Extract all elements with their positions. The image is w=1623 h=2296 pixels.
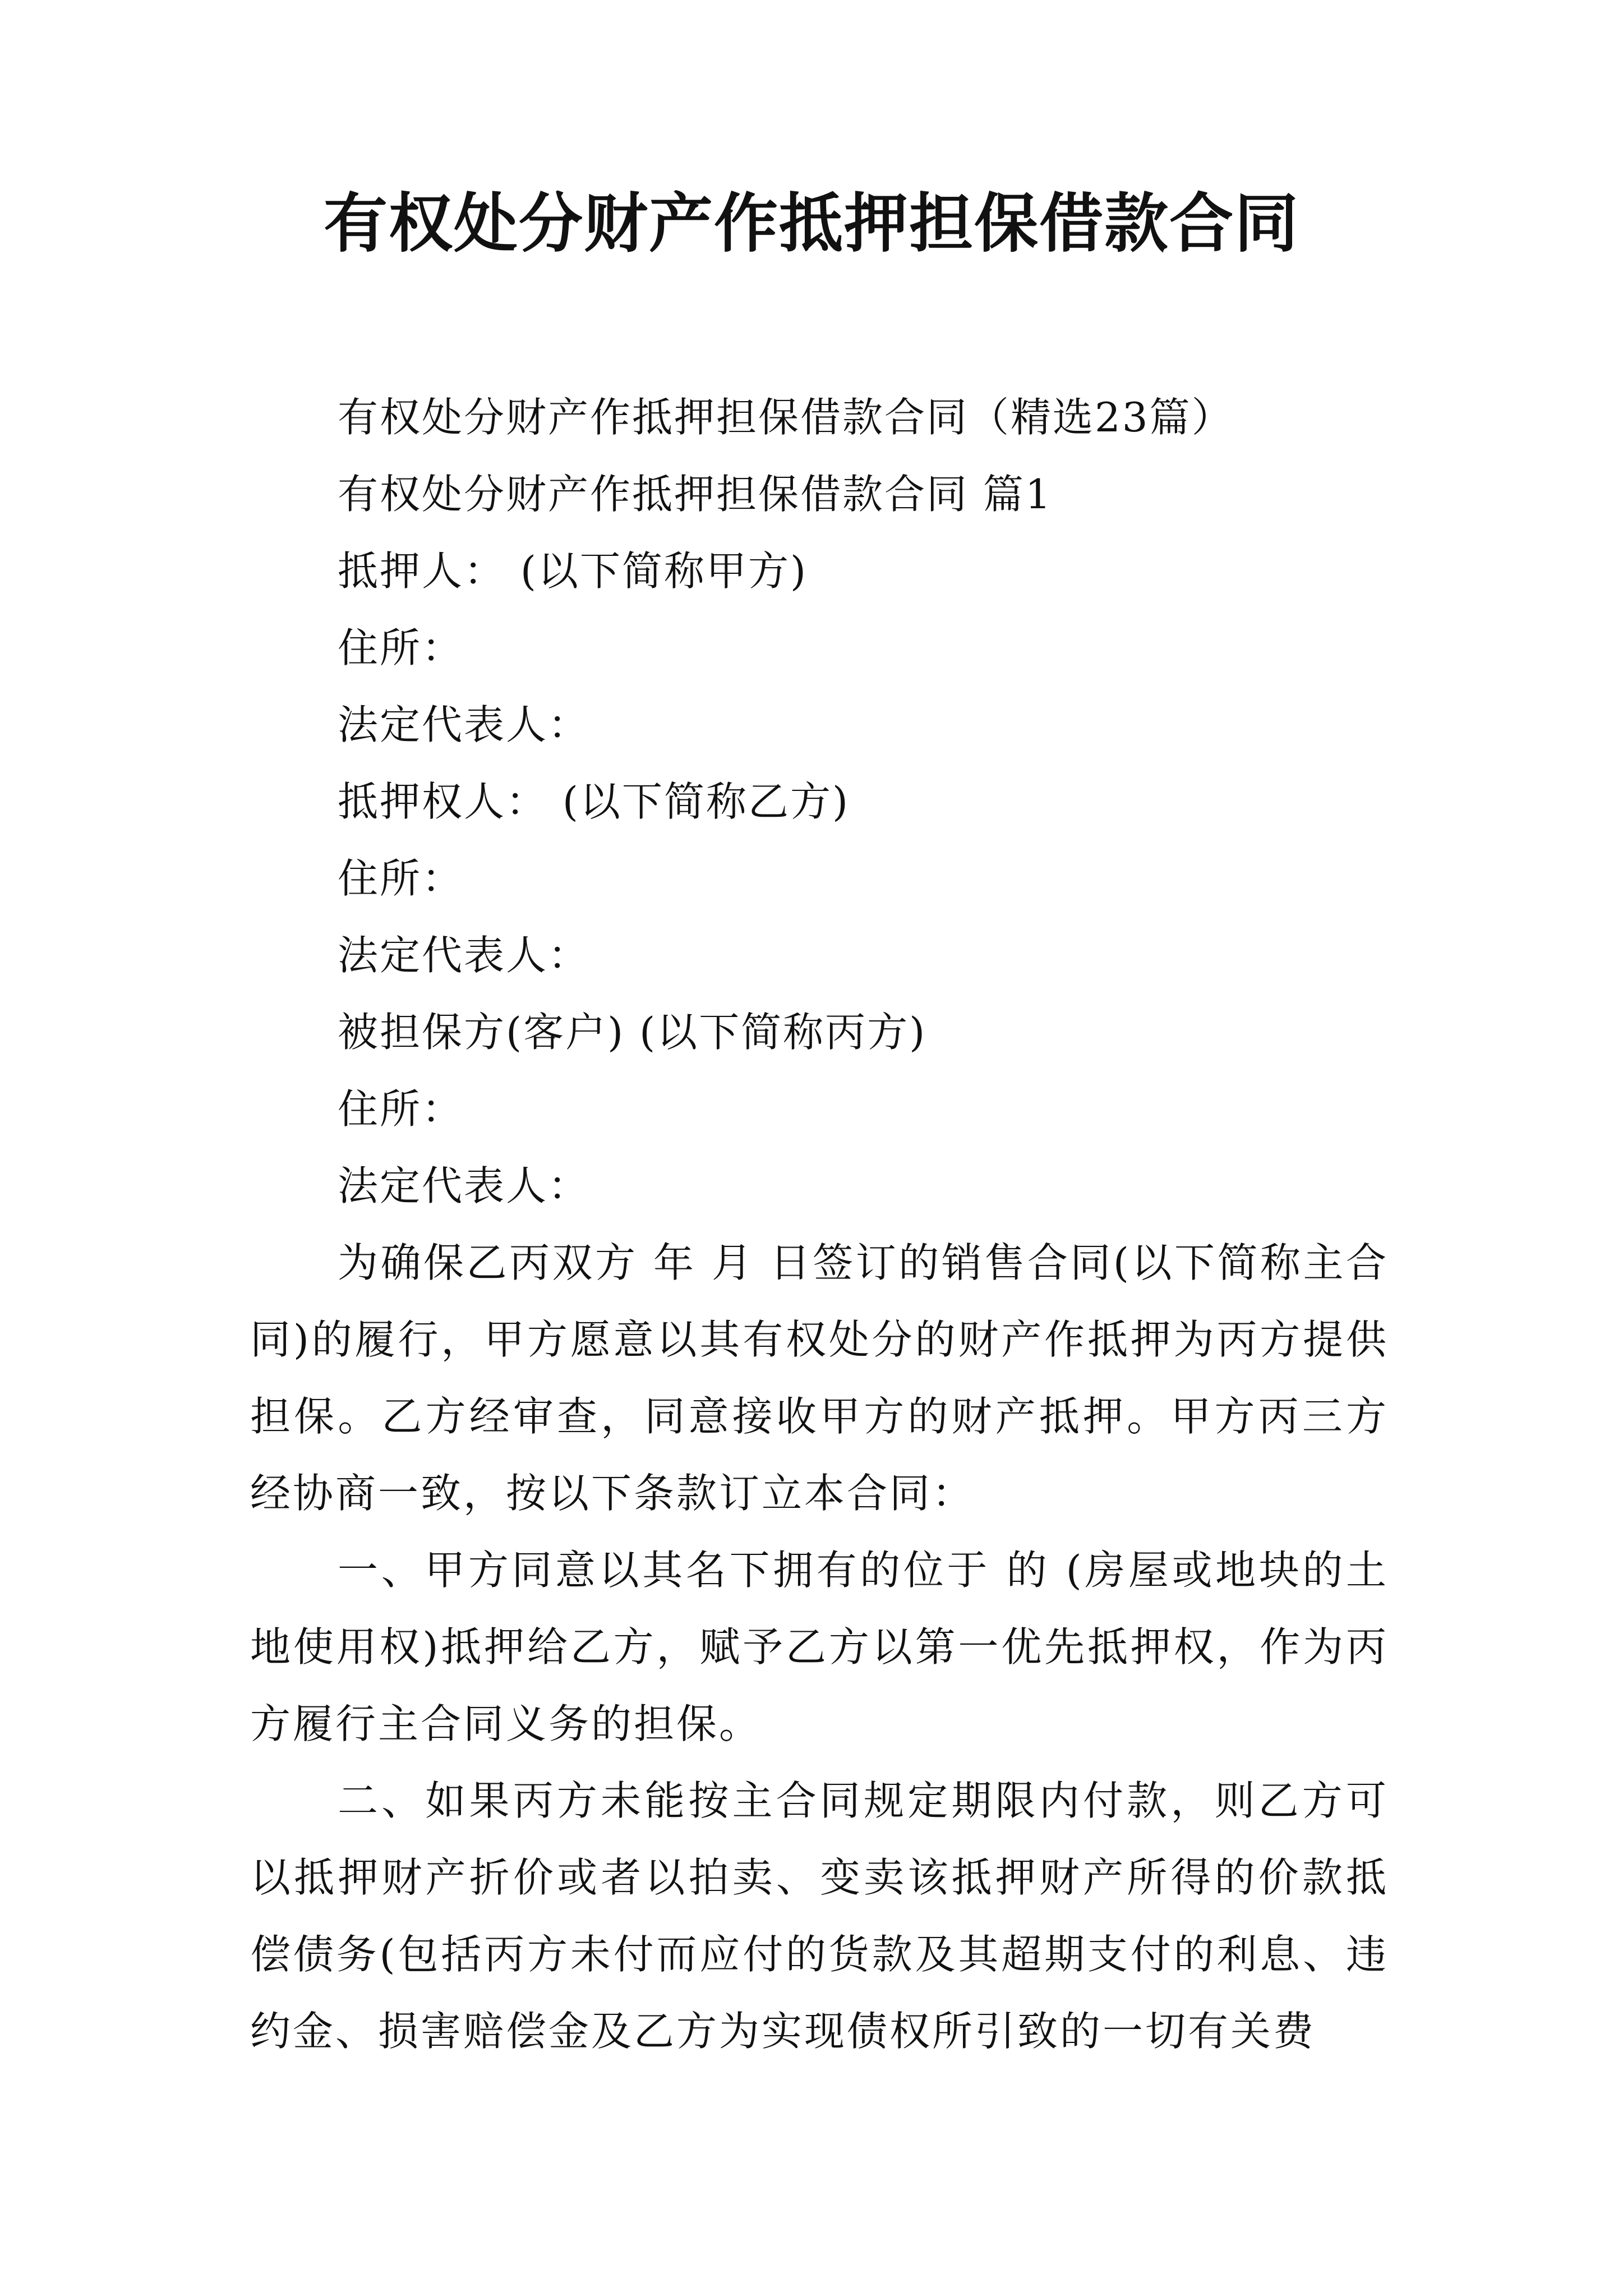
guaranteed-party-representative-line: 法定代表人：	[338, 1162, 591, 1209]
mortgagee-address-line: 住所：	[338, 855, 464, 902]
document-title: 有权处分财产作抵押担保借款合同	[323, 186, 1299, 261]
preamble-paragraph: 为确保乙丙双方 年 月 日签订的销售合同(以下简称主合同)的履行，甲方愿意以其有权处分的财产作抵押为丙方提供担保。乙方经审查，同意接收甲方的财产抵押。甲方丙三方经协商一致，按以下条款订立本合同：	[250, 1239, 1389, 1517]
document-body	[250, 379, 1389, 2070]
subtitle-line: 有权处分财产作抵押担保借款合同（精选23篇）	[338, 394, 1234, 441]
mortgagor-line: 抵押人： (以下简称甲方)	[338, 547, 808, 595]
mortgagee-representative-line: 法定代表人：	[338, 932, 591, 979]
clause-one-paragraph: 一、甲方同意以其名下拥有的位于 的 (房屋或地块的土地使用权)抵押给乙方，赋予乙方以第一优先抵押权，作为丙方履行主合同义务的担保。	[250, 1547, 1389, 1747]
section-heading: 有权处分财产作抵押担保借款合同 篇1	[338, 471, 1053, 518]
clause-two-paragraph: 二、如果丙方未能按主合同规定期限内付款，则乙方可以抵押财产折价或者以拍卖、变卖该抵押财产所得的价款抵偿债务(包括丙方未付而应付的货款及其超期支付的利息、违约金、损害赔偿金及乙方为实现债权所引致的一切有关费	[250, 1777, 1389, 2055]
mortgagor-address-line: 住所：	[338, 624, 464, 671]
guaranteed-party-address-line: 住所：	[338, 1085, 464, 1133]
mortgagee-line: 抵押权人： (以下简称乙方)	[338, 778, 850, 825]
guaranteed-party-line: 被担保方(客户) (以下简称丙方)	[338, 1009, 927, 1056]
mortgagor-representative-line: 法定代表人：	[338, 701, 591, 748]
